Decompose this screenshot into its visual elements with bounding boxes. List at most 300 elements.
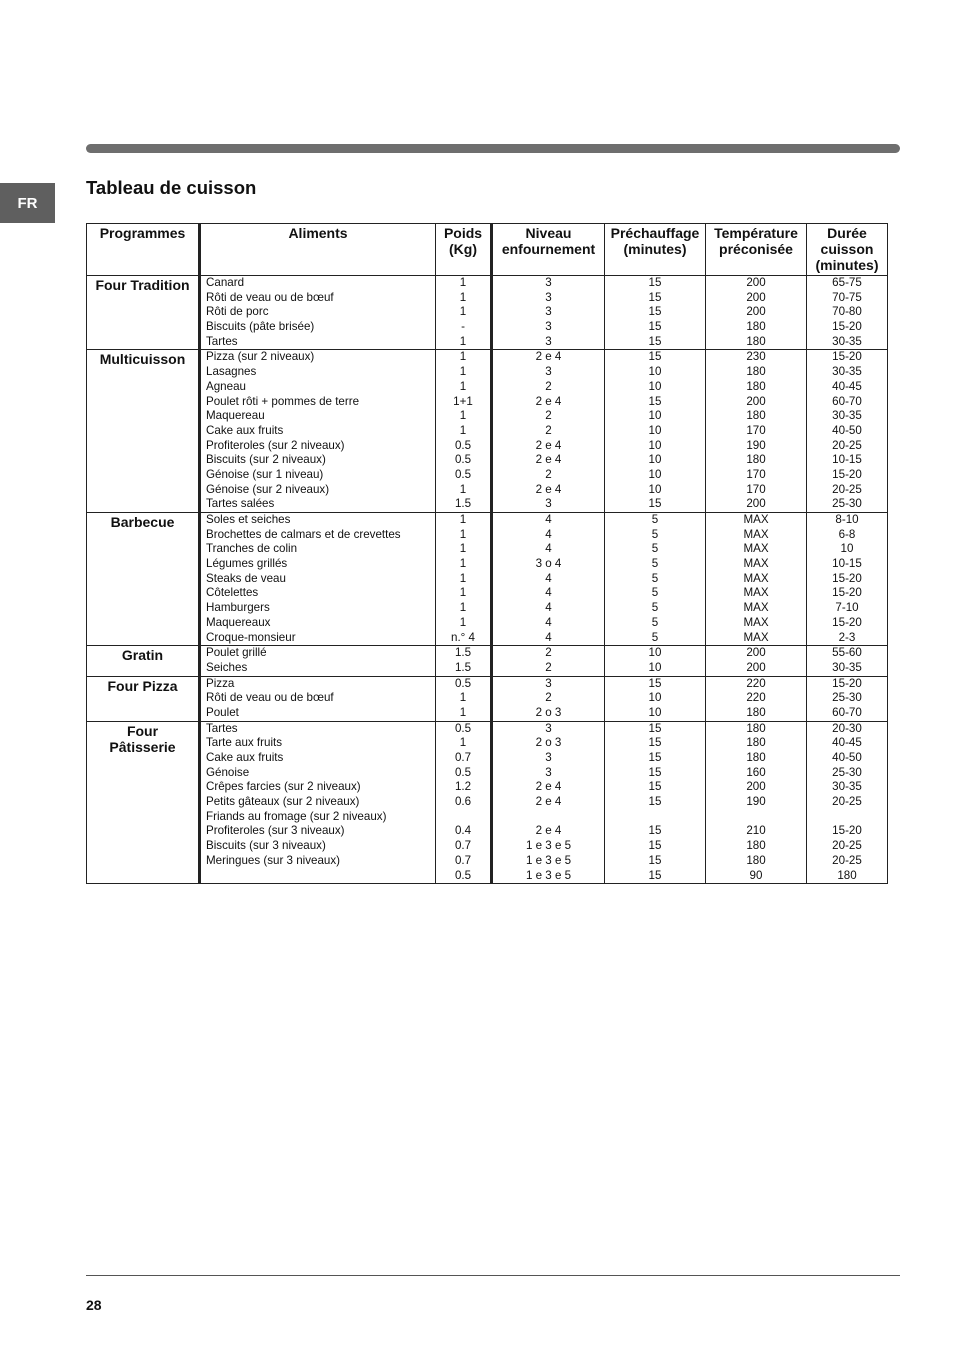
programme-cell xyxy=(87,350,200,513)
temperature-value xyxy=(706,810,806,825)
aliment-value: Rôti de veau ou de bœuf xyxy=(206,290,334,304)
duree-value: 65-75 xyxy=(832,276,862,289)
temperature-cell xyxy=(706,513,807,646)
niveau-value: 1 e 3 e 5 xyxy=(525,853,572,867)
niveau-value: 3 xyxy=(545,497,552,511)
duree-value: 25-30 xyxy=(832,691,862,705)
niveau-value: 1 e 3 e 5 xyxy=(525,868,572,882)
temperature-cell xyxy=(706,276,807,350)
poids-value: 1 xyxy=(459,379,467,393)
aliment-value: Brochettes de calmars et de crevettes xyxy=(206,527,401,541)
programme-cell xyxy=(87,721,200,884)
prechauffage-value: 10 xyxy=(648,646,662,660)
prechauffage-value: 15 xyxy=(648,780,662,794)
niveau-cell xyxy=(492,646,605,676)
duree-cell xyxy=(807,513,888,646)
poids-value: 1 xyxy=(459,615,467,629)
niveau-value: 2 e 4 xyxy=(535,453,562,467)
temperature-value: 90 xyxy=(749,868,763,882)
table-row xyxy=(87,350,888,513)
duree-value: 20-25 xyxy=(832,795,862,809)
poids-value: 1 xyxy=(459,705,467,719)
aliment-value: Croque-monsieur xyxy=(206,630,296,644)
aliment-cell xyxy=(200,513,436,646)
temperature-value: 180 xyxy=(746,839,766,853)
header-poids: Poids (Kg) xyxy=(436,224,492,276)
duree-value: 15-20 xyxy=(832,676,862,690)
niveau-value: 2 xyxy=(545,467,552,481)
prechauffage-value: 10 xyxy=(648,660,662,674)
niveau-value: 2 e 4 xyxy=(535,350,562,364)
aliment-value: Agneau xyxy=(206,379,246,393)
aliment-value: Rôti de veau ou de bœuf xyxy=(206,691,334,705)
aliment-value: Pizza xyxy=(206,676,235,690)
prechauffage-value: 15 xyxy=(648,721,662,735)
poids-value: 0.5 xyxy=(454,467,472,481)
prechauffage-value: 5 xyxy=(651,586,659,600)
temperature-value: 210 xyxy=(746,824,766,838)
poids-value: 1 xyxy=(459,691,467,705)
temperature-value: 200 xyxy=(746,276,766,289)
niveau-value: 2 e 4 xyxy=(535,482,562,496)
programme-name: Four Pâtisserie xyxy=(109,722,176,755)
prechauffage-value: 5 xyxy=(651,542,659,556)
table-header-row xyxy=(87,224,888,276)
temperature-value: 200 xyxy=(746,660,766,674)
niveau-value: 2 xyxy=(545,423,552,437)
duree-cell xyxy=(807,350,888,513)
poids-value: 1 xyxy=(459,365,467,379)
table-row xyxy=(87,646,888,676)
footer-rule xyxy=(86,1275,900,1276)
prechauffage-value: 15 xyxy=(648,751,662,764)
prechauffage-value: 15 xyxy=(648,305,662,319)
prechauffage-value xyxy=(605,810,705,825)
temperature-value: 180 xyxy=(746,705,766,719)
programme-name: Barbecue xyxy=(110,514,175,530)
niveau-value: 3 xyxy=(545,765,552,779)
prechauffage-value: 15 xyxy=(648,765,662,779)
poids-value: 0.5 xyxy=(454,453,472,467)
niveau-value: 1 e 3 e 5 xyxy=(525,839,572,853)
aliment-value: Hamburgers xyxy=(206,601,270,615)
poids-value: 1 xyxy=(459,736,467,750)
poids-value: 0.5 xyxy=(454,721,472,735)
niveau-value: 3 xyxy=(545,320,552,334)
niveau-value: 4 xyxy=(545,630,552,644)
niveau-value: 2 e 4 xyxy=(535,394,562,408)
temperature-value: 180 xyxy=(746,853,766,867)
poids-cell xyxy=(436,721,492,884)
duree-value: 10-15 xyxy=(832,453,862,467)
duree-value: 20-25 xyxy=(832,482,862,496)
duree-cell xyxy=(807,276,888,350)
duree-value: 60-70 xyxy=(832,394,862,408)
header-aliments: Aliments xyxy=(200,224,436,276)
poids-value: 0.4 xyxy=(454,824,472,838)
poids-cell xyxy=(436,676,492,721)
poids-value: 1 xyxy=(459,601,467,615)
niveau-value: 2 e 4 xyxy=(535,824,562,838)
poids-value: 1 xyxy=(459,334,467,348)
poids-cell xyxy=(436,350,492,513)
header-rule xyxy=(86,144,900,153)
temperature-value: MAX xyxy=(743,571,769,585)
niveau-value: 3 xyxy=(545,721,552,735)
prechauffage-value: 15 xyxy=(648,320,662,334)
prechauffage-value: 15 xyxy=(648,676,662,690)
aliment-value: Biscuits (sur 2 niveaux) xyxy=(206,453,326,467)
cooking-table xyxy=(86,223,888,884)
niveau-value: 4 xyxy=(545,513,552,526)
programme-name: Multicuisson xyxy=(99,351,186,368)
niveau-value: 3 xyxy=(545,365,552,379)
temperature-value: 180 xyxy=(746,453,766,467)
prechauffage-value: 10 xyxy=(648,438,662,452)
niveau-value: 2 xyxy=(545,691,552,705)
temperature-value: 230 xyxy=(746,350,766,364)
niveau-value: 3 xyxy=(545,305,552,319)
temperature-value: MAX xyxy=(743,601,769,615)
aliment-value: Seiches xyxy=(206,660,248,674)
temperature-value: 200 xyxy=(746,497,766,511)
temperature-value: 180 xyxy=(746,379,766,393)
duree-value: 40-50 xyxy=(832,423,862,437)
poids-value: 1 xyxy=(459,305,467,319)
prechauffage-cell xyxy=(605,513,706,646)
prechauffage-value: 10 xyxy=(648,691,662,705)
duree-value: 30-35 xyxy=(832,780,862,794)
table-row xyxy=(87,721,888,884)
niveau-value: 4 xyxy=(545,527,552,541)
aliment-value: Lasagnes xyxy=(206,365,257,379)
prechauffage-value: 15 xyxy=(648,350,662,364)
aliment-value: Biscuits (sur 3 niveaux) xyxy=(206,839,326,853)
aliment-value: Côtelettes xyxy=(206,586,259,600)
niveau-value: 4 xyxy=(545,601,552,615)
duree-cell xyxy=(807,721,888,884)
poids-value: - xyxy=(461,320,465,334)
prechauffage-value: 10 xyxy=(648,453,662,467)
poids-cell xyxy=(436,513,492,646)
duree-value: 30-35 xyxy=(832,409,862,423)
duree-cell xyxy=(807,646,888,676)
duree-value: 8-10 xyxy=(835,513,859,526)
aliment-value: Génoise xyxy=(206,765,250,779)
poids-value: 1 xyxy=(459,571,467,585)
poids-value: 1.5 xyxy=(454,646,472,660)
aliment-cell xyxy=(200,276,436,350)
prechauffage-value: 5 xyxy=(651,630,659,644)
duree-value: 180 xyxy=(837,868,857,882)
prechauffage-value: 5 xyxy=(651,601,659,615)
duree-value: 30-35 xyxy=(832,334,862,348)
aliment-value: Tarte aux fruits xyxy=(206,736,283,750)
temperature-value: 180 xyxy=(746,320,766,334)
duree-value: 40-45 xyxy=(832,379,862,393)
niveau-value: 2 e 4 xyxy=(535,795,562,809)
temperature-value: MAX xyxy=(743,513,769,526)
temperature-value: 170 xyxy=(746,467,766,481)
temperature-value: 180 xyxy=(746,751,766,764)
header-prechauffage: Préchauffage (minutes) xyxy=(605,224,706,276)
table-row xyxy=(87,513,888,646)
niveau-value: 2 xyxy=(545,660,552,674)
niveau-value: 3 o 4 xyxy=(535,557,562,571)
poids-value: 1.2 xyxy=(454,780,472,794)
aliment-cell xyxy=(200,350,436,513)
aliment-value: Meringues (sur 3 niveaux) xyxy=(206,853,341,867)
aliment-value: Profiteroles (sur 2 niveaux) xyxy=(206,438,345,452)
programme-name: Gratin xyxy=(121,647,164,664)
niveau-value: 3 xyxy=(545,751,552,764)
poids-value: 1 xyxy=(459,423,467,437)
duree-value: 15-20 xyxy=(832,615,862,629)
header-niveau: Niveau enfournement xyxy=(492,224,605,276)
duree-value: 30-35 xyxy=(832,365,862,379)
poids-value: 0.5 xyxy=(454,438,472,452)
page-title: Tableau de cuisson xyxy=(86,177,257,198)
programme-cell xyxy=(87,276,200,350)
table-row xyxy=(87,676,888,721)
page-number: 28 xyxy=(86,1297,102,1313)
poids-value: 1 xyxy=(459,290,467,304)
language-tab-label: FR xyxy=(17,194,38,212)
aliment-value: Poulet xyxy=(206,705,239,719)
temperature-value: 200 xyxy=(746,290,766,304)
prechauffage-value: 10 xyxy=(648,409,662,423)
aliment-value: Génoise (sur 1 niveau) xyxy=(206,467,324,481)
temperature-value: 220 xyxy=(746,691,766,705)
prechauffage-value: 10 xyxy=(648,379,662,393)
poids-value: 1 xyxy=(459,350,467,364)
programme-cell xyxy=(87,676,200,721)
duree-value: 15-20 xyxy=(832,824,862,838)
duree-value: 70-75 xyxy=(832,290,862,304)
aliment-value: Biscuits (pâte brisée) xyxy=(206,320,315,334)
niveau-cell xyxy=(492,350,605,513)
duree-value xyxy=(807,810,887,825)
poids-cell xyxy=(436,276,492,350)
aliment-cell xyxy=(200,646,436,676)
poids-value: 0.5 xyxy=(454,765,472,779)
temperature-value: 200 xyxy=(746,394,766,408)
prechauffage-value: 15 xyxy=(648,276,662,289)
header-programmes: Programmes xyxy=(87,224,200,276)
temperature-value: 190 xyxy=(746,795,766,809)
prechauffage-value: 15 xyxy=(648,290,662,304)
niveau-value: 2 xyxy=(545,646,552,660)
poids-value: 1 xyxy=(459,542,467,556)
prechauffage-value: 5 xyxy=(651,557,659,571)
prechauffage-value: 5 xyxy=(651,571,659,585)
temperature-value: MAX xyxy=(743,542,769,556)
prechauffage-value: 15 xyxy=(648,853,662,867)
duree-value: 15-20 xyxy=(832,586,862,600)
aliment-value: Tartes xyxy=(206,334,238,348)
niveau-cell xyxy=(492,676,605,721)
temperature-value: 170 xyxy=(746,482,766,496)
duree-value: 20-25 xyxy=(832,438,862,452)
prechauffage-value: 15 xyxy=(648,868,662,882)
poids-value: 1 xyxy=(459,586,467,600)
duree-value: 20-30 xyxy=(832,721,862,735)
temperature-cell xyxy=(706,721,807,884)
aliment-value xyxy=(201,869,435,884)
programme-name: Four Pizza xyxy=(107,677,178,694)
duree-value: 25-30 xyxy=(832,497,862,511)
prechauffage-value: 10 xyxy=(648,365,662,379)
prechauffage-cell xyxy=(605,676,706,721)
aliment-value: Friands au fromage (sur 2 niveaux) xyxy=(206,809,387,823)
poids-value: 1 xyxy=(459,482,467,496)
duree-value: 6-8 xyxy=(838,527,856,541)
aliment-value: Cake aux fruits xyxy=(206,751,284,764)
niveau-cell xyxy=(492,513,605,646)
duree-value: 2-3 xyxy=(838,630,856,644)
temperature-value: MAX xyxy=(743,557,769,571)
temperature-cell xyxy=(706,350,807,513)
niveau-value: 3 xyxy=(545,334,552,348)
aliment-value: Poulet rôti + pommes de terre xyxy=(206,394,360,408)
temperature-value: 190 xyxy=(746,438,766,452)
poids-value: 0.5 xyxy=(454,676,472,690)
aliment-value: Soles et seiches xyxy=(206,513,291,526)
prechauffage-value: 10 xyxy=(648,705,662,719)
poids-value: 1 xyxy=(459,513,467,526)
aliment-value: Rôti de porc xyxy=(206,305,269,319)
niveau-value: 2 e 4 xyxy=(535,780,562,794)
aliment-value: Profiteroles (sur 3 niveaux) xyxy=(206,824,345,838)
temperature-cell xyxy=(706,676,807,721)
temperature-value: 170 xyxy=(746,423,766,437)
duree-value: 15-20 xyxy=(832,350,862,364)
aliment-value: Tartes salées xyxy=(206,497,275,511)
aliment-cell xyxy=(200,721,436,884)
poids-value: 0.5 xyxy=(454,868,472,882)
duree-value: 40-45 xyxy=(832,736,862,750)
niveau-cell xyxy=(492,276,605,350)
prechauffage-value: 10 xyxy=(648,423,662,437)
temperature-value: 180 xyxy=(746,736,766,750)
temperature-value: MAX xyxy=(743,615,769,629)
duree-value: 20-25 xyxy=(832,839,862,853)
prechauffage-value: 15 xyxy=(648,795,662,809)
poids-value: n.° 4 xyxy=(451,630,475,644)
duree-value: 25-30 xyxy=(832,765,862,779)
aliment-value: Maquereau xyxy=(206,409,265,423)
prechauffage-value: 10 xyxy=(648,482,662,496)
duree-value: 30-35 xyxy=(832,660,862,674)
niveau-value: 2 xyxy=(545,409,552,423)
temperature-value: 180 xyxy=(746,365,766,379)
prechauffage-value: 15 xyxy=(648,334,662,348)
duree-value: 60-70 xyxy=(832,705,862,719)
prechauffage-value: 15 xyxy=(648,394,662,408)
temperature-value: MAX xyxy=(743,527,769,541)
table-body xyxy=(87,276,888,884)
poids-value: 1 xyxy=(459,409,467,423)
aliment-value: Crêpes farcies (sur 2 niveaux) xyxy=(206,780,361,794)
niveau-cell xyxy=(492,721,605,884)
duree-value: 15-20 xyxy=(832,571,862,585)
programme-cell xyxy=(87,646,200,676)
poids-value xyxy=(436,810,490,825)
aliment-value: Maquereaux xyxy=(206,615,271,629)
poids-value: 1.5 xyxy=(454,660,472,674)
niveau-value: 2 o 3 xyxy=(535,705,562,719)
niveau-value xyxy=(493,810,604,825)
duree-value: 40-50 xyxy=(832,751,862,764)
table-row xyxy=(87,276,888,350)
niveau-value: 4 xyxy=(545,542,552,556)
niveau-value: 4 xyxy=(545,615,552,629)
temperature-value: 180 xyxy=(746,334,766,348)
header-temperature: Température préconisée xyxy=(706,224,807,276)
aliment-value: Cake aux fruits xyxy=(206,423,284,437)
poids-cell xyxy=(436,646,492,676)
poids-value: 1 xyxy=(459,557,467,571)
poids-value: 1+1 xyxy=(453,394,473,408)
poids-value: 1 xyxy=(459,527,467,541)
prechauffage-cell xyxy=(605,276,706,350)
programme-name: Four Tradition xyxy=(95,277,190,293)
prechauffage-value: 15 xyxy=(648,839,662,853)
aliment-value: Tranches de colin xyxy=(206,542,298,556)
duree-value: 10-15 xyxy=(832,557,862,571)
niveau-value: 3 xyxy=(545,676,552,690)
poids-value: 0.7 xyxy=(454,751,472,764)
poids-value: 0.7 xyxy=(454,839,472,853)
temperature-value: 200 xyxy=(746,646,766,660)
language-tab xyxy=(0,183,55,223)
duree-value: 7-10 xyxy=(835,601,859,615)
prechauffage-value: 15 xyxy=(648,824,662,838)
temperature-value: 220 xyxy=(746,676,766,690)
prechauffage-value: 15 xyxy=(648,736,662,750)
prechauffage-cell xyxy=(605,721,706,884)
prechauffage-value: 10 xyxy=(648,467,662,481)
poids-value: 0.7 xyxy=(454,853,472,867)
aliment-value: Génoise (sur 2 niveaux) xyxy=(206,482,330,496)
aliment-cell xyxy=(200,676,436,721)
niveau-value: 3 xyxy=(545,276,552,289)
duree-value: 15-20 xyxy=(832,320,862,334)
aliment-value: Pizza (sur 2 niveaux) xyxy=(206,350,315,364)
aliment-value: Canard xyxy=(206,276,245,289)
temperature-value: 200 xyxy=(746,305,766,319)
duree-value: 10 xyxy=(840,542,854,556)
poids-value: 0.6 xyxy=(454,795,472,809)
niveau-value: 2 xyxy=(545,379,552,393)
prechauffage-value: 5 xyxy=(651,513,659,526)
temperature-value: 180 xyxy=(746,409,766,423)
prechauffage-value: 5 xyxy=(651,527,659,541)
niveau-value: 4 xyxy=(545,586,552,600)
poids-value: 1.5 xyxy=(454,497,472,511)
header-duree: Durée cuisson (minutes) xyxy=(807,224,888,276)
duree-value: 70-80 xyxy=(832,305,862,319)
prechauffage-cell xyxy=(605,350,706,513)
programme-cell xyxy=(87,513,200,646)
niveau-value: 2 e 4 xyxy=(535,438,562,452)
prechauffage-cell xyxy=(605,646,706,676)
aliment-value: Steaks de veau xyxy=(206,571,286,585)
duree-cell xyxy=(807,676,888,721)
temperature-value: MAX xyxy=(743,586,769,600)
duree-value: 20-25 xyxy=(832,853,862,867)
aliment-value: Petits gâteaux (sur 2 niveaux) xyxy=(206,795,360,809)
